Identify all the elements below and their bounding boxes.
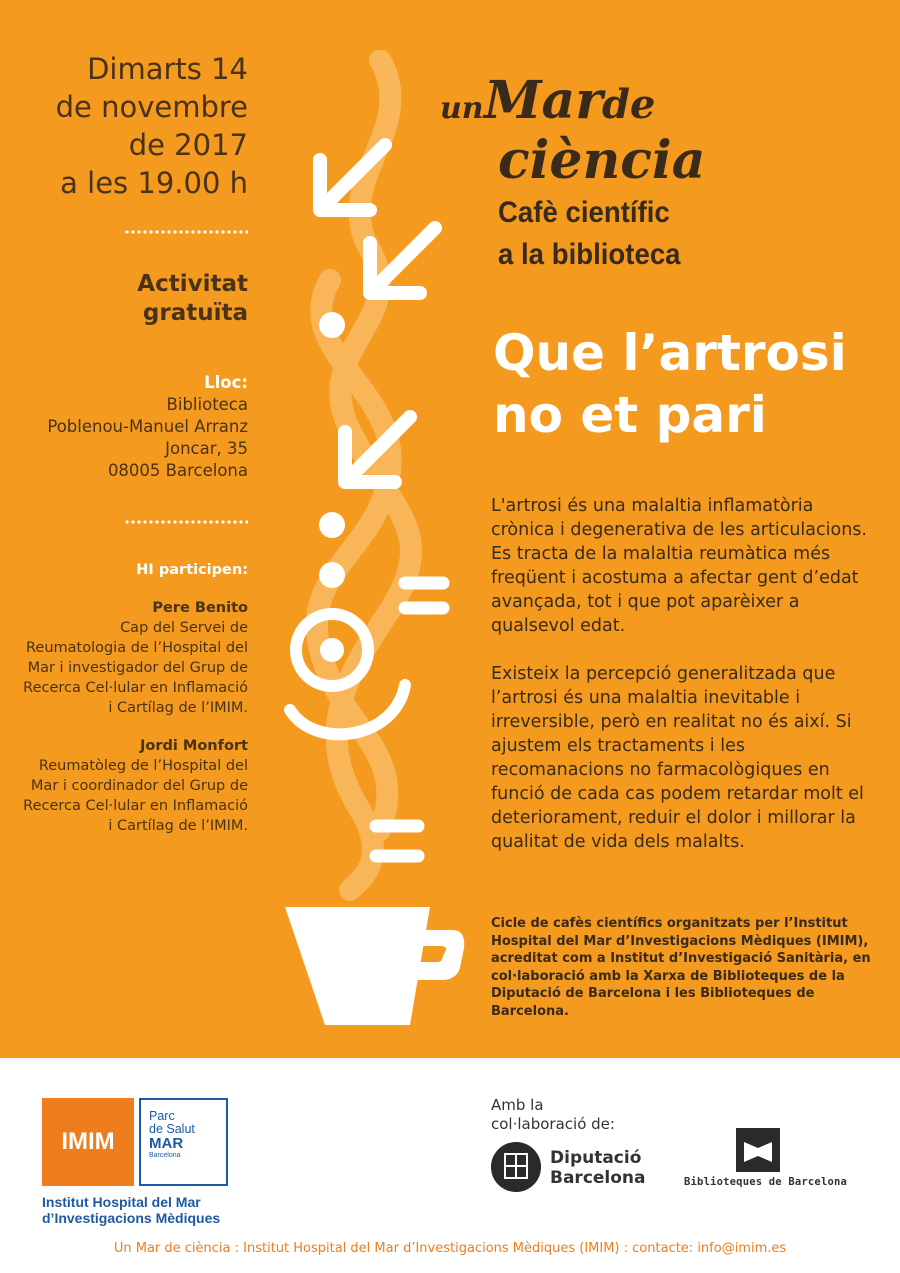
diputacio-logo-text	[550, 1148, 646, 1188]
psm-line: Parc	[149, 1109, 175, 1123]
logo-word-un: un	[440, 91, 484, 126]
logo-word-de: de	[602, 81, 656, 128]
diputacio-line: Barcelona	[550, 1168, 646, 1188]
cycle-note: Cicle de cafès científics organitzats per l’Institut Hospital del Mar d’Investigacions Mèdiques (IMIM), acreditat com a Institut d’Investigació Sanitària, en col·laboració amb la Xarxa de Biblioteques de la Diputació de Barcelona i les Biblioteques de Barcelona.	[491, 916, 871, 1019]
participant-role-line: Mar i coordinador del Grup de	[30, 778, 248, 794]
psm-line: Barcelona	[149, 1152, 181, 1159]
dotted-divider	[124, 230, 248, 234]
date-line: de novembre	[55, 90, 248, 124]
diputacio-seal-icon	[491, 1142, 541, 1192]
psm-line: de Salut	[149, 1122, 195, 1136]
participants-heading: HI participen:	[136, 562, 248, 578]
location-line: Biblioteca	[166, 395, 248, 414]
coffee-cup-icon	[285, 907, 464, 1025]
participants	[0, 560, 248, 854]
contact-line: Un Mar de ciència : Institut Hospital del Mar d’Investigacions Mèdiques (IMIM) : contacte: info@imim.es	[113, 1241, 787, 1256]
participant-role-line: Reumatòleg de l’Hospital del	[38, 758, 248, 774]
collaboration-label	[491, 1096, 615, 1134]
location-line: Poblenou-Manuel Arranz	[47, 417, 248, 436]
description-paragraph: L'artrosi és una malaltia inflamatòria crònica i degenerativa de les articulacions. Es tracta de la malaltia reumàtica més freqüent i acostuma a afectar gent d’edat avançada, tot i que pot aparèixer a qualsevol edat.	[491, 496, 867, 636]
title-line: no et pari	[493, 386, 767, 444]
location-line: Joncar, 35	[165, 439, 248, 458]
location-line: 08005 Barcelona	[107, 461, 248, 480]
logo-word-ciencia: ciència	[498, 130, 706, 190]
footer	[0, 1058, 900, 1273]
date-line: a les 19.00 h	[60, 166, 248, 200]
un-mar-de-ciencia-logo	[440, 60, 740, 190]
date-line: Dimarts 14	[87, 52, 248, 86]
free-line: Activitat	[137, 271, 248, 297]
location	[0, 372, 248, 482]
participant-role-line: Mar i investigador del Grup de	[27, 660, 248, 676]
biblioteques-logo-text: Biblioteques de Barcelona	[684, 1176, 848, 1188]
subtitle	[498, 192, 681, 276]
location-label: Lloc:	[204, 373, 248, 392]
participant-role-line: Reumatologia de l’Hospital del	[25, 640, 248, 656]
event-date	[0, 50, 248, 202]
title-line: Que l’artrosi	[493, 324, 847, 382]
dotted-divider	[124, 520, 248, 524]
imim-caption	[42, 1194, 220, 1226]
free-activity	[8, 270, 248, 328]
talk-title	[493, 322, 847, 446]
subtitle-line: a la biblioteca	[498, 238, 681, 271]
equals-icon	[405, 583, 443, 608]
date-line: de 2017	[128, 128, 248, 162]
imim-logo: IMIM	[42, 1098, 134, 1186]
parc-salut-mar-logo	[139, 1098, 228, 1186]
collab-line: Amb la	[491, 1096, 544, 1114]
dot-icon	[319, 312, 345, 338]
coffee-steam-illustration	[270, 50, 480, 1040]
description-paragraph: Existeix la percepció generalitzada que l’artrosi és una malaltia inevitable i irreversible, però en realitat no és així. Si ajustem els tractaments i les recomanacions no farmacològiques en funció de cada cas podem retardar molt el deteriorament, reduir el dolor i millorar la qualitat de vida dels malalts.	[491, 664, 864, 852]
participant	[0, 736, 248, 836]
collab-line: col·laboració de:	[491, 1115, 615, 1133]
imim-caption-line: Institut Hospital del Mar	[42, 1194, 201, 1210]
participant-role-line: i Cartílag de l’IMIM.	[108, 818, 248, 834]
participant-role-line: Cap del Servei de	[120, 620, 248, 636]
participant-name: Pere Benito	[152, 600, 248, 616]
imim-caption-line: d’Investigacions Mèdiques	[42, 1210, 221, 1226]
participant-role-line: Recerca Cel·lular en Inflamació	[23, 680, 248, 696]
biblioteques-logo-icon	[736, 1128, 780, 1172]
participant-name: Jordi Monfort	[140, 738, 248, 754]
diputacio-line: Diputació	[550, 1148, 642, 1168]
subtitle-line: Cafè científic	[498, 196, 670, 229]
psm-line: MAR	[149, 1135, 184, 1152]
dot-icon	[319, 512, 345, 538]
free-line: gratuïta	[142, 300, 248, 326]
participant-role-line: i Cartílag de l’IMIM.	[108, 700, 248, 716]
logo-word-mar: Mar	[484, 70, 603, 131]
dot-icon	[320, 638, 344, 662]
participant	[0, 598, 248, 718]
participant-role-line: Recerca Cel·lular en Inflamació	[23, 798, 248, 814]
dot-icon	[319, 562, 345, 588]
talk-description	[491, 494, 881, 878]
